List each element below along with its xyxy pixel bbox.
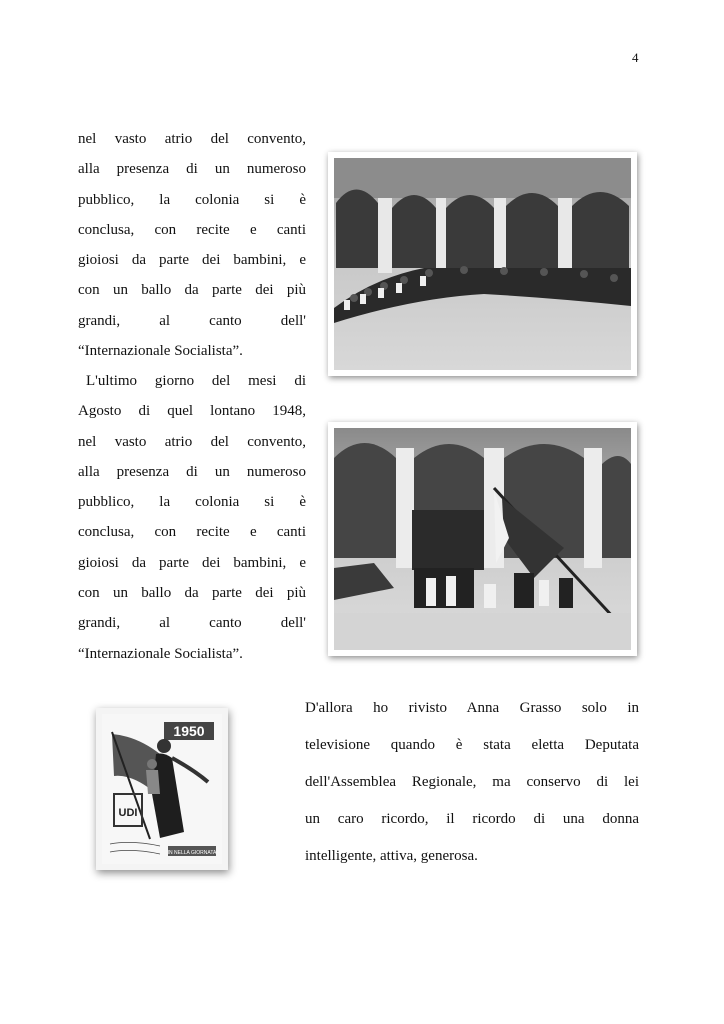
text-line: dell'Assemblea Regionale, ma conservo di lei: [305, 774, 639, 790]
paragraph-1: [78, 124, 306, 366]
text-line: L'ultimo giorno del mesi di: [86, 373, 306, 389]
paragraph-3: [305, 690, 639, 875]
poster-year: 1950: [173, 723, 205, 739]
text-line: pubblico, la colonia si è: [78, 494, 306, 511]
text-line: alla presenza di un numeroso: [78, 161, 306, 178]
text-line: “Internazionale Socialista”.: [78, 645, 243, 662]
text-line: pubblico, la colonia si è: [78, 191, 306, 208]
text-line: conclusa, con recite e canti: [78, 524, 306, 541]
text-line: nel vasto atrio del convento,: [78, 433, 306, 450]
text-line: con un ballo da parte dei più: [78, 585, 306, 602]
photo-courtyard-crowd: [328, 152, 637, 376]
page-number: 4: [632, 50, 639, 65]
paragraph-2: [78, 366, 306, 669]
text-line: gioiosi da parte dei bambini, e: [78, 252, 306, 269]
poster-emblem: UDI: [118, 807, 138, 819]
text-line: grandi, al canto dell': [78, 615, 306, 632]
poster-caption: IN NELLA GIORNATA: [167, 850, 217, 856]
poster-udi-1950: [96, 708, 228, 870]
text-line: televisione quando è stata eletta Deputata: [305, 737, 639, 753]
text-line: un caro ricordo, il ricordo di una donna: [305, 811, 639, 827]
text-line: D'allora ho rivisto Anna Grasso solo in: [305, 700, 639, 716]
photo-stage-flag: [328, 422, 637, 656]
text-line: nel vasto atrio del convento,: [78, 131, 306, 147]
text-line: alla presenza di un numeroso: [78, 463, 306, 480]
text-line: conclusa, con recite e canti: [78, 221, 306, 238]
text-line: “Internazionale Socialista”.: [78, 343, 243, 360]
text-line: grandi, al canto dell': [78, 312, 306, 329]
text-line: con un ballo da parte dei più: [78, 282, 306, 299]
text-line: gioiosi da parte dei bambini, e: [78, 554, 306, 571]
text-line: intelligente, attiva, generosa.: [305, 848, 478, 864]
text-line: Agosto di quel lontano 1948,: [78, 403, 306, 420]
